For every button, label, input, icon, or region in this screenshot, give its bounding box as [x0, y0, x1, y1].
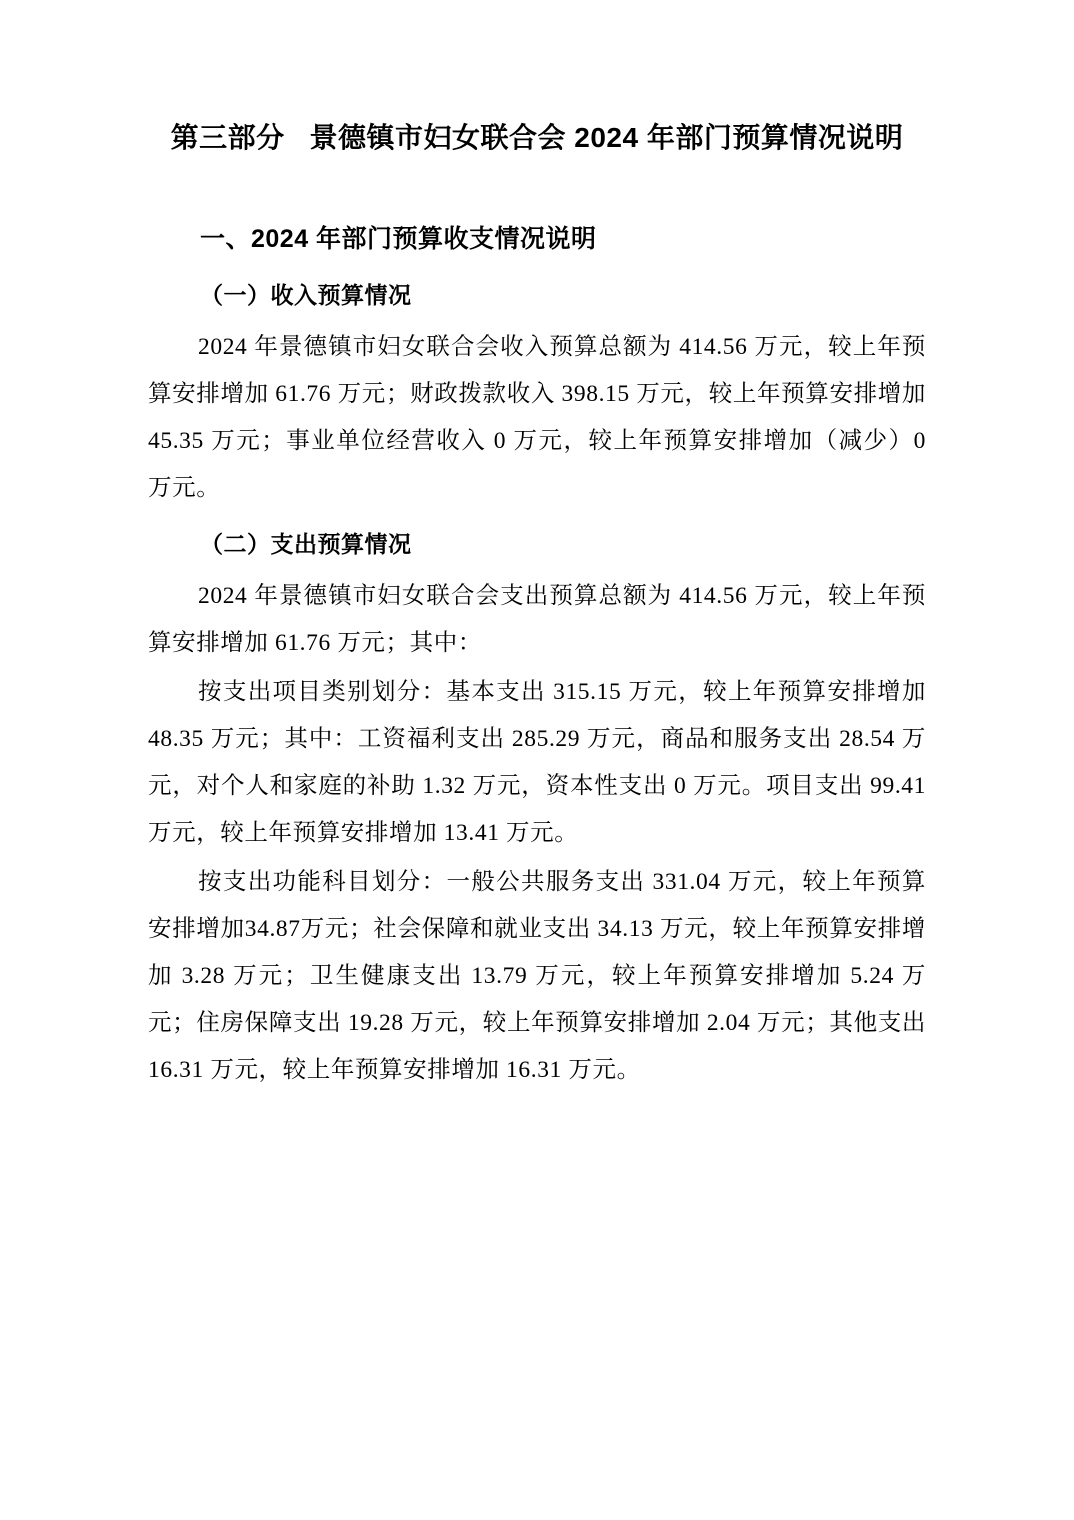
paragraph-income-budget: 2024 年景德镇市妇女联合会收入预算总额为 414.56 万元，较上年预算安排增加 61.76 万元；财政拨款收入 398.15 万元，较上年预算安排增加 45.35 万元；事业单位经营收入 0 万元，较上年预算安排增加（减少）0 万元。	[148, 334, 926, 502]
paragraph-expense-total: 2024 年景德镇市妇女联合会支出预算总额为 414.56 万元，较上年预算安排增加 61.76 万元；其中：	[148, 583, 926, 657]
section-heading-expense: （二）支出预算情况	[200, 531, 412, 558]
spacer	[148, 516, 926, 526]
section-heading-income: （一）收入预算情况	[200, 282, 412, 309]
paragraph-expense-by-category: 按支出项目类别划分：基本支出 315.15 万元，较上年预算安排增加 48.35 万元；其中：工资福利支出 285.29 万元，商品和服务支出 28.54 万元，对个人和家庭的补助 1.32 万元，资本性支出 0 万元。项目支出 99.41 万元，较上年预算安排增加 13.41 万元。	[148, 679, 926, 847]
section-heading-level-1: 一、2024 年部门预算收支情况说明	[200, 225, 597, 254]
paragraph-expense-by-function: 按支出功能科目划分：一般公共服务支出 331.04 万元，较上年预算安排增加34.87万元；社会保障和就业支出 34.13 万元，较上年预算安排增加 3.28 万元；卫生健康支出 13.79 万元，较上年预算安排增加 5.24 万元；住房保障支出 19.28 万元，较上年预算安排增加 2.04 万元；其他支出 16.31 万元，较上年预算安排增加 16.31 万元。	[148, 869, 926, 1084]
page-title: 第三部分 景德镇市妇女联合会 2024 年部门预算情况说明	[170, 122, 904, 153]
